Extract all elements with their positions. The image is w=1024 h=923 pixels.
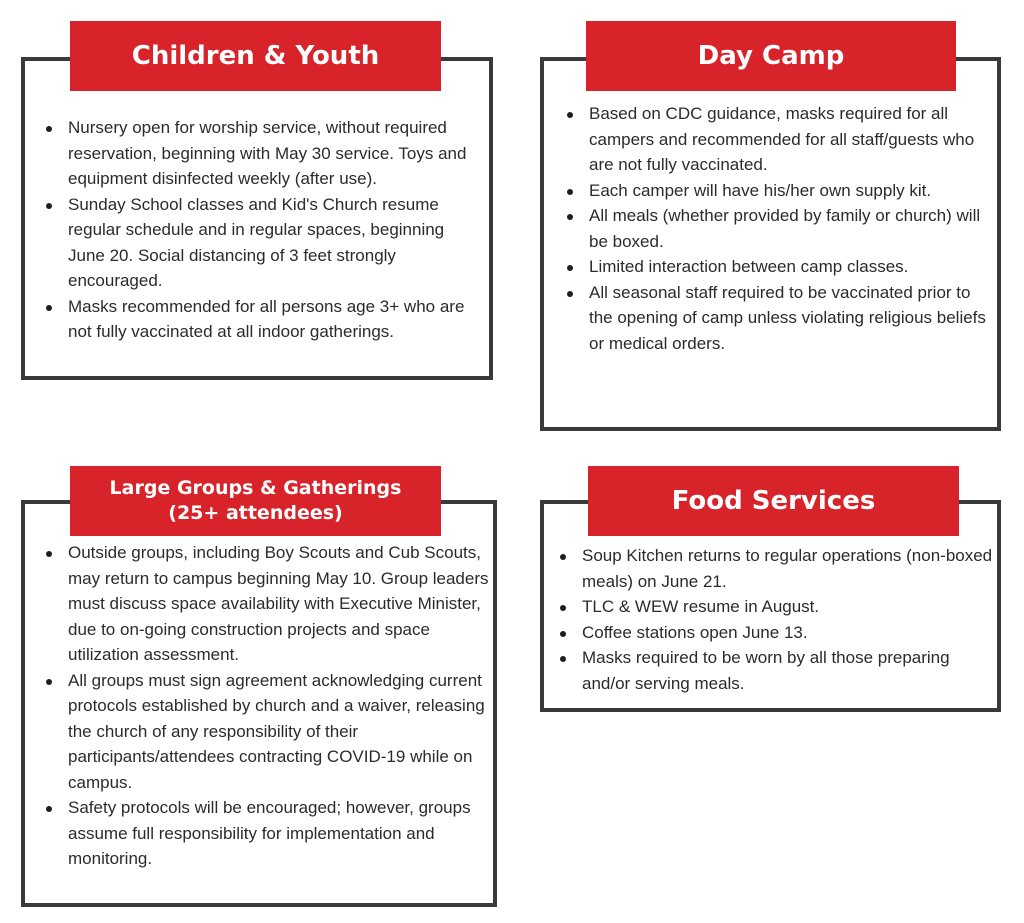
food-services-banner xyxy=(588,466,959,536)
list-item: All groups must sign agreement acknowledging current protocols established by church and a waiver, releasing the church of any responsibility of their participants/attendees contracting COVID-19 while on campus. xyxy=(42,668,490,796)
list-item: Safety protocols will be encouraged; however, groups assume full responsibility for implementation and monitoring. xyxy=(42,795,490,872)
list-item: Coffee stations open June 13. xyxy=(556,620,996,646)
large-groups-banner xyxy=(70,466,441,536)
children-youth-banner xyxy=(70,21,441,91)
list-item: TLC & WEW resume in August. xyxy=(556,594,996,620)
day-camp-title: Day Camp xyxy=(697,41,845,71)
list-item: Nursery open for worship service, without required reservation, beginning with May 30 service. Toys and equipment disinfected weekly (after use). xyxy=(42,115,480,192)
list-item: All seasonal staff required to be vaccinated prior to the opening of camp unless violating religious beliefs or medical orders. xyxy=(563,280,995,357)
food-services-title: Food Services xyxy=(671,486,876,516)
food-services-list xyxy=(556,543,996,696)
day-camp-list xyxy=(563,101,995,356)
large-groups-list xyxy=(42,540,490,872)
list-item: Each camper will have his/her own supply kit. xyxy=(563,178,995,204)
day-camp-banner xyxy=(586,21,956,91)
list-item: Limited interaction between camp classes. xyxy=(563,254,995,280)
list-item: All meals (whether provided by family or church) will be boxed. xyxy=(563,203,995,254)
list-item: Outside groups, including Boy Scouts and Cub Scouts, may return to campus beginning May 10. Group leaders must discuss space availability with Executive Minister, due to on-going construction projects and space utilization assessment. xyxy=(42,540,490,668)
list-item: Based on CDC guidance, masks required for all campers and recommended for all staff/guests who are not fully vaccinated. xyxy=(563,101,995,178)
large-groups-subtitle: (25+ attendees) xyxy=(168,502,343,524)
children-youth-list xyxy=(42,115,480,345)
large-groups-title: Large Groups & Gatherings xyxy=(109,477,402,499)
children-youth-title: Children & Youth xyxy=(131,41,380,71)
list-item: Sunday School classes and Kid's Church resume regular schedule and in regular spaces, beginning June 20. Social distancing of 3 feet strongly encouraged. xyxy=(42,192,480,294)
list-item: Masks recommended for all persons age 3+ who are not fully vaccinated at all indoor gatherings. xyxy=(42,294,480,345)
list-item: Masks required to be worn by all those preparing and/or serving meals. xyxy=(556,645,996,696)
list-item: Soup Kitchen returns to regular operations (non-boxed meals) on June 21. xyxy=(556,543,996,594)
